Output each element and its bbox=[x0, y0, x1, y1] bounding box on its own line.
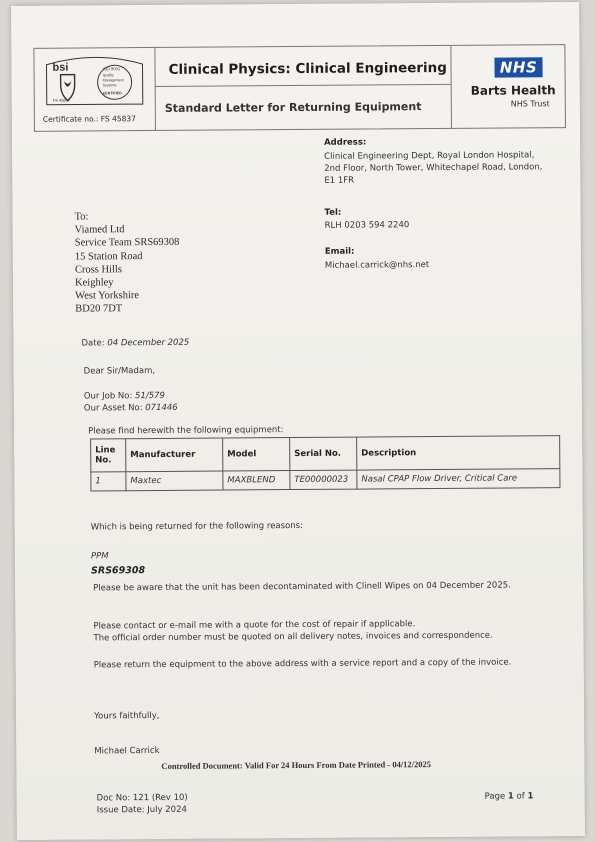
recipient-line: West Yorkshire bbox=[75, 290, 140, 302]
title-divider bbox=[155, 84, 451, 87]
asset-value: 071446 bbox=[145, 402, 178, 414]
trust-subtitle: NHS Trust bbox=[510, 99, 550, 109]
reason-type: PPM bbox=[90, 551, 109, 562]
page-of: of bbox=[516, 791, 525, 802]
decontamination-note: Please be aware that the unit has been decontaminated with Clinell Wipes on 04 December 2025. bbox=[93, 580, 511, 594]
equipment-intro: Please find herewith the following equipment: bbox=[88, 425, 284, 437]
bsi-cert-line-3: Systems bbox=[102, 83, 117, 88]
reasons-intro: Which is being returned for the following reasons: bbox=[90, 520, 303, 533]
title-cell bbox=[154, 46, 452, 130]
cell-line-no: 1 bbox=[91, 472, 126, 491]
return-request: Please return the equipment to the above address with a service report and a copy of the invoice. bbox=[93, 657, 512, 671]
asset-label: Our Asset No: bbox=[83, 403, 143, 414]
bsi-cert-line-1: Quality bbox=[102, 73, 114, 78]
page-word: Page bbox=[484, 791, 506, 802]
col-model: Model bbox=[223, 438, 290, 471]
recipient-line: Viamed Ltd bbox=[74, 224, 125, 236]
col-manufacturer: Manufacturer bbox=[126, 438, 223, 472]
col-line-no: Line No. bbox=[91, 439, 126, 472]
date-value: 04 December 2025 bbox=[107, 337, 190, 349]
controlled-document-notice: Controlled Document: Valid For 24 Hours From Date Printed - 04/12/2025 bbox=[161, 759, 432, 771]
order-number-note: The official order number must be quoted on all delivery notes, invoices and correspondence. bbox=[93, 630, 493, 644]
reason-reference: SRS69308 bbox=[91, 565, 146, 577]
table-header-row bbox=[91, 436, 560, 472]
page-current: 1 bbox=[507, 791, 514, 802]
email-value: Michael.carrick@nhs.net bbox=[324, 260, 430, 271]
tel-label: Tel: bbox=[324, 207, 342, 218]
svg-text:bsi: bsi bbox=[52, 61, 69, 74]
job-value: 51/579 bbox=[135, 390, 165, 402]
recipient-line: Service Team SRS69308 bbox=[74, 237, 180, 249]
contact-request: Please contact or e-mail me with a quote for the cost of repair if applicable. bbox=[93, 619, 416, 632]
recipient-line: Cross Hills bbox=[74, 264, 122, 276]
to-label: To: bbox=[74, 211, 89, 223]
address-line: 2nd Floor, North Tower, Whitechapel Road, London, bbox=[324, 162, 543, 174]
document-number: Doc No: 121 (Rev 10) bbox=[96, 792, 188, 804]
letter-page bbox=[11, 2, 585, 840]
bsi-code: FS 45837 bbox=[52, 97, 71, 103]
letter-header bbox=[33, 44, 566, 132]
recipient-line: 15 Station Road bbox=[74, 250, 143, 263]
email-label: Email: bbox=[324, 246, 355, 257]
page-total: 1 bbox=[527, 791, 534, 802]
col-serial: Serial No. bbox=[290, 437, 357, 470]
certification-cell bbox=[34, 48, 156, 131]
cell-manufacturer: Maxtec bbox=[126, 471, 223, 491]
recipient-address bbox=[75, 210, 180, 316]
asset-number bbox=[84, 403, 178, 414]
bsi-cert-line-2: Management bbox=[102, 78, 124, 83]
address-line: E1 1FR bbox=[324, 175, 355, 186]
page-number bbox=[485, 791, 534, 801]
address-label: Address: bbox=[324, 137, 367, 148]
issue-date: Issue Date: July 2024 bbox=[96, 804, 187, 816]
recipient-line: Keighley bbox=[74, 277, 114, 289]
address-line: Clinical Engineering Dept, Royal London Hospital, bbox=[324, 150, 535, 162]
recipient-line: BD20 7DT bbox=[75, 303, 123, 315]
closing: Yours faithfully, bbox=[94, 710, 160, 722]
cell-description: Nasal CPAP Flow Driver, Critical Care bbox=[357, 469, 560, 489]
job-number bbox=[84, 391, 165, 402]
signatory: Michael Carrick bbox=[94, 745, 160, 757]
bsi-kitemark-logo bbox=[44, 52, 144, 107]
letter-date bbox=[81, 338, 189, 349]
nhs-logo: NHS bbox=[494, 57, 542, 77]
salutation: Dear Sir/Madam, bbox=[83, 365, 156, 377]
date-label: Date: bbox=[81, 338, 105, 349]
table-row bbox=[91, 469, 560, 491]
certificate-number: Certificate no.: FS 45837 bbox=[42, 114, 136, 124]
document-subtitle: Standard Letter for Returning Equipment bbox=[164, 100, 422, 115]
cell-serial: TE00000023 bbox=[290, 470, 357, 489]
cell-model: MAXBLEND bbox=[223, 471, 290, 490]
col-description: Description bbox=[357, 436, 560, 470]
bsi-cert-line-4: CERTIFIED bbox=[102, 91, 122, 96]
equipment-table bbox=[90, 435, 560, 491]
sender-address bbox=[324, 149, 574, 187]
nhs-cell bbox=[450, 45, 565, 128]
document-title: Clinical Physics: Clinical Engineering bbox=[168, 59, 448, 78]
tel-value: RLH 0203 594 2240 bbox=[324, 220, 410, 231]
trust-name: Barts Health bbox=[470, 83, 556, 98]
job-label: Our Job No: bbox=[83, 391, 133, 402]
bsi-cert-line-0: ISO 9001 bbox=[102, 66, 121, 72]
